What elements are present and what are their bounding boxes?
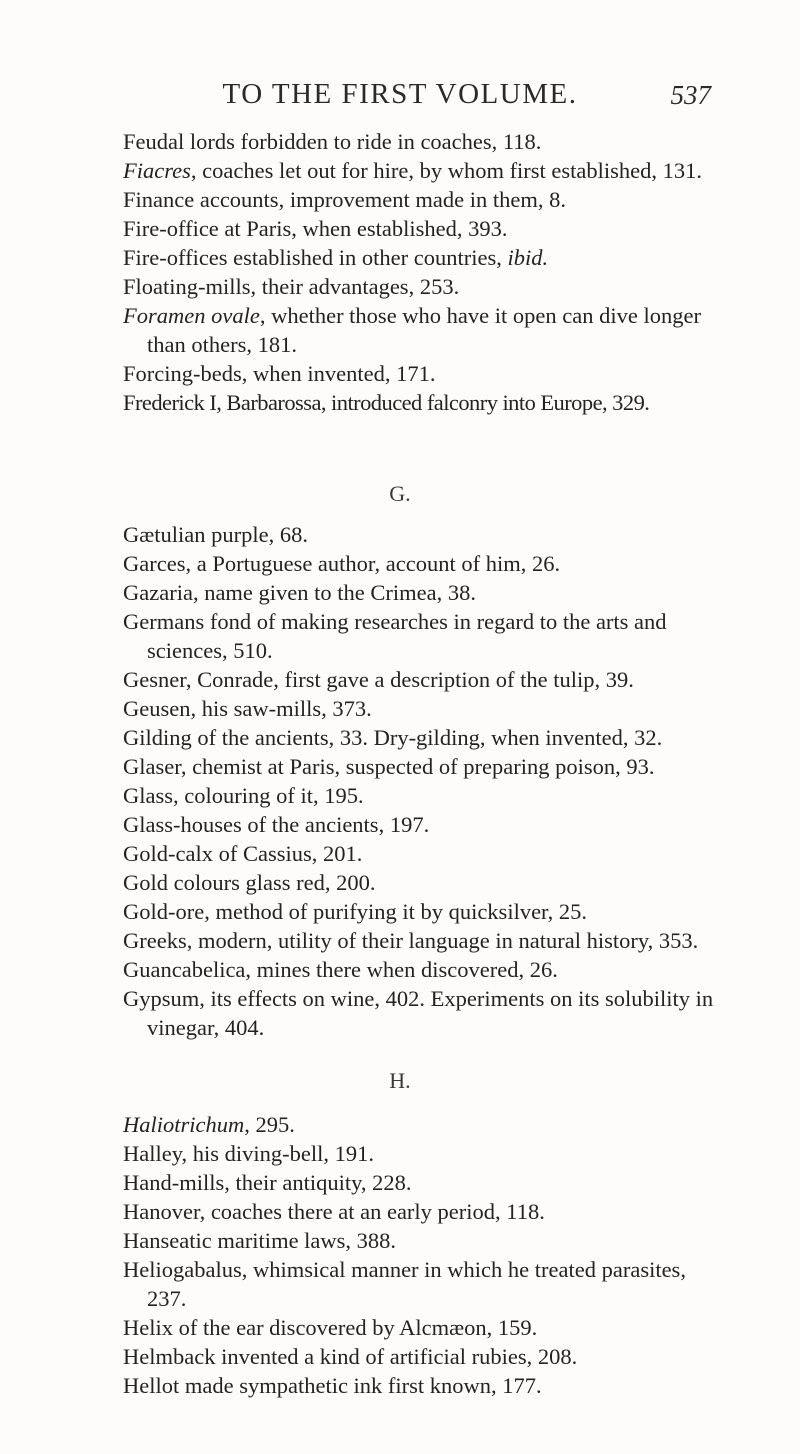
index-block-f (123, 127, 723, 417)
section-letter-g: G. (389, 481, 411, 506)
index-entry: Gypsum, its effects on wine, 402. Experiments on its solubility in vinegar, 404. (123, 986, 714, 1040)
index-entry: Gold colours glass red, 200. (123, 870, 376, 895)
index-entry: Feudal lords forbidden to ride in coaches, 118. (123, 129, 542, 154)
index-entry: Glass, colouring of it, 195. (123, 783, 364, 808)
index-entry: Gilding of the ancients, 33. Dry-gilding, when invented, 32. (123, 725, 663, 750)
index-entry: Haliotrichum, 295. (123, 1112, 295, 1137)
index-entry: Fire-offices established in other countries, ibid. (123, 245, 549, 270)
index-entry: Glass-houses of the ancients, 197. (123, 812, 430, 837)
index-entry: Fiacres, coaches let out for hire, by whom first established, 131. (123, 158, 703, 183)
index-entry: Hanover, coaches there at an early period, 118. (123, 1199, 545, 1224)
index-entry: Halley, his diving-bell, 191. (123, 1141, 375, 1166)
section-letter-h: H. (389, 1068, 411, 1093)
index-entry: Forcing-beds, when invented, 171. (123, 361, 436, 386)
index-entry: Guancabelica, mines there when discovered, 26. (123, 957, 558, 982)
index-entry: Frederick I, Barbarossa, introduced falconry into Europe, 329. (123, 390, 650, 415)
index-entry: Helmback invented a kind of artificial rubies, 208. (123, 1344, 578, 1369)
index-entry: Heliogabalus, whimsical manner in which he treated parasites, 237. (123, 1257, 686, 1311)
running-title: TO THE FIRST VOLUME. (222, 78, 578, 110)
index-entry: Gesner, Conrade, first gave a description of the tulip, 39. (123, 667, 634, 692)
index-block-h (123, 1110, 723, 1400)
index-entry: Germans fond of making researches in regard to the arts and sciences, 510. (123, 609, 667, 663)
index-entry: Finance accounts, improvement made in them, 8. (123, 187, 567, 212)
page-header (0, 78, 800, 118)
index-entry: Glaser, chemist at Paris, suspected of preparing poison, 93. (123, 754, 655, 779)
index-entry: Hellot made sympathetic ink first known, 177. (123, 1373, 542, 1398)
index-entry: Garces, a Portuguese author, account of him, 26. (123, 551, 561, 576)
index-entry: Helix of the ear discovered by Alcmæon, 159. (123, 1315, 538, 1340)
index-entry: Floating-mills, their advantages, 253. (123, 274, 460, 299)
index-entry: Gætulian purple, 68. (123, 522, 308, 547)
index-entry: Hand-mills, their antiquity, 228. (123, 1170, 412, 1195)
index-entry: Foramen ovale, whether those who have it open can dive longer than others, 181. (123, 303, 701, 357)
index-block-g (123, 520, 723, 1042)
index-entry: Gold-calx of Cassius, 201. (123, 841, 363, 866)
index-entry: Geusen, his saw-mills, 373. (123, 696, 372, 721)
index-entry: Fire-office at Paris, when established, 393. (123, 216, 508, 241)
index-entry: Gold-ore, method of purifying it by quicksilver, 25. (123, 899, 588, 924)
index-entry: Hanseatic maritime laws, 388. (123, 1228, 397, 1253)
index-entry: Greeks, modern, utility of their language in natural history, 353. (123, 928, 699, 953)
index-entry: Gazaria, name given to the Crimea, 38. (123, 580, 476, 605)
page-number: 537 (670, 80, 711, 110)
